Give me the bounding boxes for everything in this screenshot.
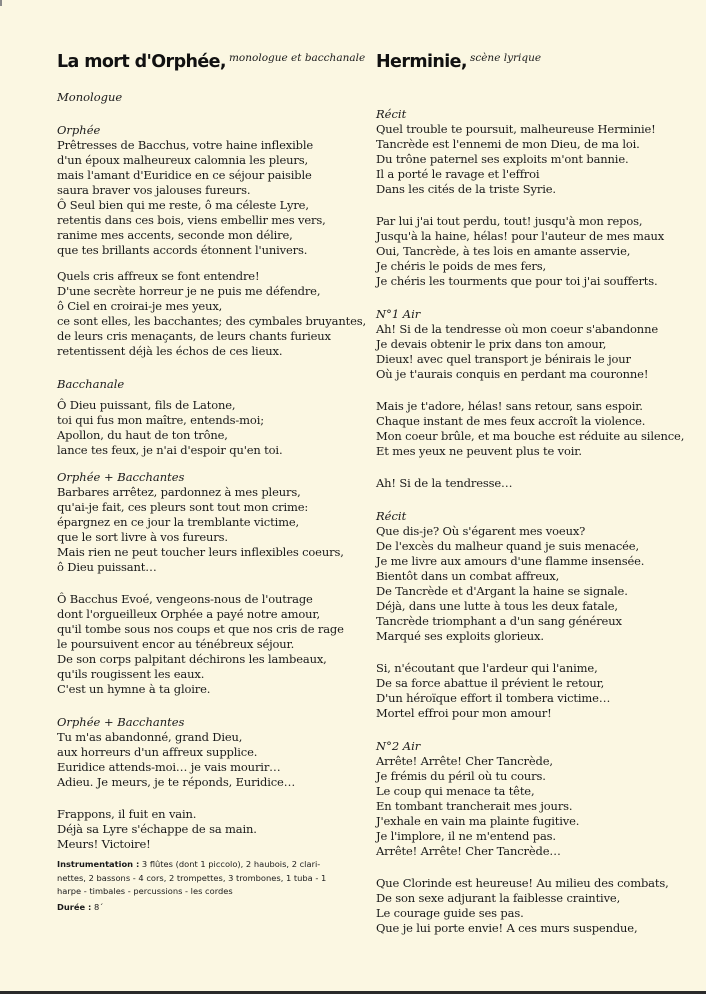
verse-line: Tu m'as abandonné, grand Dieu,	[57, 730, 243, 744]
verse-line: Quels cris affreux se font entendre!	[57, 269, 260, 283]
verse-line: de leurs cris menaçants, de leurs chants furieux	[57, 329, 331, 343]
verse-line: Tancrède triomphant a d'un sang généreux	[376, 614, 622, 628]
verse-line: Que Clorinde est heureuse! Au milieu des combats,	[376, 876, 669, 890]
verse-line: De l'excès du malheur quand je suis menacée,	[376, 539, 639, 553]
verse-line: Je frémis du péril où tu cours.	[376, 769, 546, 783]
verse-line: Mais rien ne peut toucher leurs inflexibles coeurs,	[57, 545, 344, 559]
verse-line: Où je t'aurais conquis en perdant ma couronne!	[376, 367, 649, 381]
section-bacchanale: Bacchanale	[57, 377, 125, 391]
verse-line: que tes brillants accords étonnent l'univers.	[57, 243, 308, 257]
verse-line: C'est un hymne à ta gloire.	[57, 682, 211, 696]
right-stanza-4	[376, 399, 685, 459]
verse-line: qu'il tombe sous nos coups et que nos cris de rage	[57, 622, 344, 636]
right-stanza-9	[376, 876, 676, 936]
verse-line: ô Ciel en croirai-je mes yeux,	[57, 299, 223, 313]
verse-line: Par lui j'ai tout perdu, tout! jusqu'à mon repos,	[376, 214, 643, 228]
left-stanza-6	[57, 730, 357, 790]
verse-line: Le coup qui menace ta tête,	[376, 784, 535, 798]
verse-line: toi qui fus mon maître, entends-moi;	[57, 413, 264, 427]
verse-line: Ah! Si de la tendresse où mon coeur s'abandonne	[376, 322, 658, 336]
instrumentation-note	[57, 858, 357, 914]
verse-line: qu'ai-je fait, ces pleurs sont tout mon crime:	[57, 500, 309, 514]
verse-line: saura braver vos jalouses fureurs.	[57, 183, 251, 197]
section-monologue: Monologue	[57, 90, 123, 104]
verse-line: Mon coeur brûle, et ma bouche est réduite au silence,	[376, 429, 685, 443]
verse-line: Arrête! Arrête! Cher Tancrède,	[376, 754, 553, 768]
right-stanza-7	[376, 661, 676, 721]
left-stanza-2	[57, 269, 366, 359]
verse-line: épargnez en ce jour la tremblante victime,	[57, 515, 300, 529]
left-subtitle: monologue et bacchanale	[228, 52, 366, 64]
verse-line: Euridice attends-moi… je vais mourir…	[57, 760, 281, 774]
verse-line: Et mes yeux ne peuvent plus te voir.	[376, 444, 582, 458]
verse-line: De Tancrède et d'Argant la haine se signale.	[376, 584, 628, 598]
verse-line: mais l'amant d'Euridice en ce séjour paisible	[57, 168, 312, 182]
speaker-orphee: Orphée	[57, 123, 101, 137]
verse-line: Que dis-je? Où s'égarent mes voeux?	[376, 524, 586, 538]
verse-line: ranime mes accents, seconde mon délire,	[57, 228, 293, 242]
right-stanza-6	[376, 524, 676, 644]
left-stanza-3	[57, 398, 357, 458]
verse-line: De son corps palpitant déchirons les lambeaux,	[57, 652, 327, 666]
instrumentation-line: nettes, 2 bassons - 4 cors, 2 trompettes, 3 trombones, 1 tuba - 1	[57, 872, 327, 883]
page-edge-mark	[0, 0, 2, 6]
verse-line: Quel trouble te poursuit, malheureuse Herminie!	[376, 122, 656, 136]
verse-line: ô Dieu puissant…	[57, 560, 157, 574]
verse-line: Je devais obtenir le prix dans ton amour,	[376, 337, 607, 351]
section-air-1: N°1 Air	[376, 307, 421, 321]
verse-line: retentis dans ces bois, viens embellir mes vers,	[57, 213, 326, 227]
verse-line: Je chéris le poids de mes fers,	[376, 259, 547, 273]
verse-line: Dieux! avec quel transport je bénirais le jour	[376, 352, 631, 366]
verse-line: Jusqu'à la haine, hélas! pour l'auteur de mes maux	[376, 229, 665, 243]
right-title: Herminie,	[376, 52, 467, 72]
left-stanza-7	[57, 807, 357, 852]
verse-line: Le courage guide ses pas.	[376, 906, 524, 920]
verse-line: aux horreurs d'un affreux supplice.	[57, 745, 258, 759]
verse-line: Mortel effroi pour mon amour!	[376, 706, 552, 720]
verse-line: Ô Seul bien qui me reste, ô ma céleste Lyre,	[57, 198, 309, 212]
verse-line: Ô Bacchus Evoé, vengeons-nous de l'outrage	[57, 592, 313, 606]
verse-line: dont l'orgueilleux Orphée a payé notre amour,	[57, 607, 320, 621]
left-stanza-1	[57, 138, 357, 258]
verse-line: Meurs! Victoire!	[57, 837, 151, 851]
section-recit-2: Récit	[376, 509, 407, 523]
verse-line: Mais je t'adore, hélas! sans retour, sans espoir.	[376, 399, 643, 413]
verse-line: D'une secrète horreur je ne puis me défendre,	[57, 284, 321, 298]
verse-line: lance tes feux, je n'ai d'espoir qu'en toi.	[57, 443, 283, 457]
verse-line: Ô Dieu puissant, fils de Latone,	[57, 398, 236, 412]
section-recit: Récit	[376, 107, 407, 121]
left-column	[57, 52, 366, 914]
verse-line: Frappons, il fuit en vain.	[57, 807, 197, 821]
verse-line: Si, n'écoutant que l'ardeur qui l'anime,	[376, 661, 598, 675]
left-stanza-4	[57, 485, 357, 575]
verse-line: retentissent déjà les échos de ces lieux.	[57, 344, 283, 358]
verse-line: Dans les cités de la triste Syrie.	[376, 182, 556, 196]
verse-line: Adieu. Je meurs, je te réponds, Euridice…	[57, 775, 296, 789]
verse-line: En tombant trancherait mes jours.	[376, 799, 573, 813]
right-title-line	[376, 52, 676, 76]
verse-line: Je l'implore, il ne m'entend pas.	[376, 829, 556, 843]
verse-line: d'un époux malheureux calomnia les pleurs,	[57, 153, 308, 167]
right-stanza-5	[376, 476, 676, 491]
verse-line: Du trône paternel ses exploits m'ont bannie.	[376, 152, 629, 166]
right-stanza-3	[376, 322, 676, 382]
verse-line: Barbares arrêtez, pardonnez à mes pleurs,	[57, 485, 301, 499]
left-stanza-5	[57, 592, 357, 697]
verse-line: Oui, Tancrède, à tes lois en amante asservie,	[376, 244, 631, 258]
verse-line: ce sont elles, les bacchantes; des cymbales bruyantes,	[57, 314, 366, 328]
speaker-orphee-bacchantes: Orphée + Bacchantes	[57, 470, 185, 484]
verse-line: J'exhale en vain ma plainte fugitive.	[376, 814, 580, 828]
verse-line: Tancrède est l'ennemi de mon Dieu, de ma loi.	[376, 137, 640, 151]
left-title-line	[57, 52, 366, 76]
right-subtitle: scène lyrique	[469, 52, 542, 64]
left-title: La mort d'Orphée,	[57, 52, 226, 72]
duration-label: Durée :	[57, 901, 92, 912]
section-air-2: N°2 Air	[376, 739, 421, 753]
instrumentation-line: 3 flûtes (dont 1 piccolo), 2 haubois, 2 clari-	[141, 859, 321, 869]
verse-line: Chaque instant de mes feux accroît la violence.	[376, 414, 646, 428]
verse-line: Je chéris les tourments que pour toi j'ai soufferts.	[376, 274, 658, 288]
duration-value: 8´	[94, 901, 104, 912]
speaker-orphee-bacchantes: Orphée + Bacchantes	[57, 715, 185, 729]
verse-line: Que je lui porte envie! A ces murs suspendue,	[376, 921, 638, 935]
verse-line: De son sexe adjurant la faiblesse craintive,	[376, 891, 621, 905]
verse-line: Arrête! Arrête! Cher Tancrède…	[376, 844, 561, 858]
right-column	[376, 52, 685, 936]
verse-line: De sa force abattue il prévient le retour,	[376, 676, 605, 690]
verse-line: Marqué ses exploits glorieux.	[376, 629, 544, 643]
verse-line: Je me livre aux amours d'une flamme insensée.	[376, 554, 645, 568]
right-stanza-1	[376, 122, 676, 197]
verse-line: Apollon, du haut de ton trône,	[57, 428, 228, 442]
verse-line: Ah! Si de la tendresse…	[376, 476, 513, 490]
verse-line: que le sort livre à vos fureurs.	[57, 530, 228, 544]
right-stanza-8	[376, 754, 676, 859]
instrumentation-line: harpe - timbales - percussions - les cordes	[57, 886, 233, 896]
verse-line: Il a porté le ravage et l'effroi	[376, 167, 540, 181]
verse-line: D'un héroïque effort il tombera victime…	[376, 691, 611, 705]
verse-line: qu'ils rougissent les eaux.	[57, 667, 205, 681]
verse-line: Bientôt dans un combat affreux,	[376, 569, 560, 583]
verse-line: Prêtresses de Bacchus, votre haine inflexible	[57, 138, 314, 152]
verse-line: Déjà sa Lyre s'échappe de sa main.	[57, 822, 257, 836]
right-stanza-2	[376, 214, 676, 289]
verse-line: Déjà, dans une lutte à tous les deux fatale,	[376, 599, 618, 613]
verse-line: le poursuivent encor au ténébreux séjour.	[57, 637, 295, 651]
instrumentation-label: Instrumentation :	[57, 859, 140, 869]
